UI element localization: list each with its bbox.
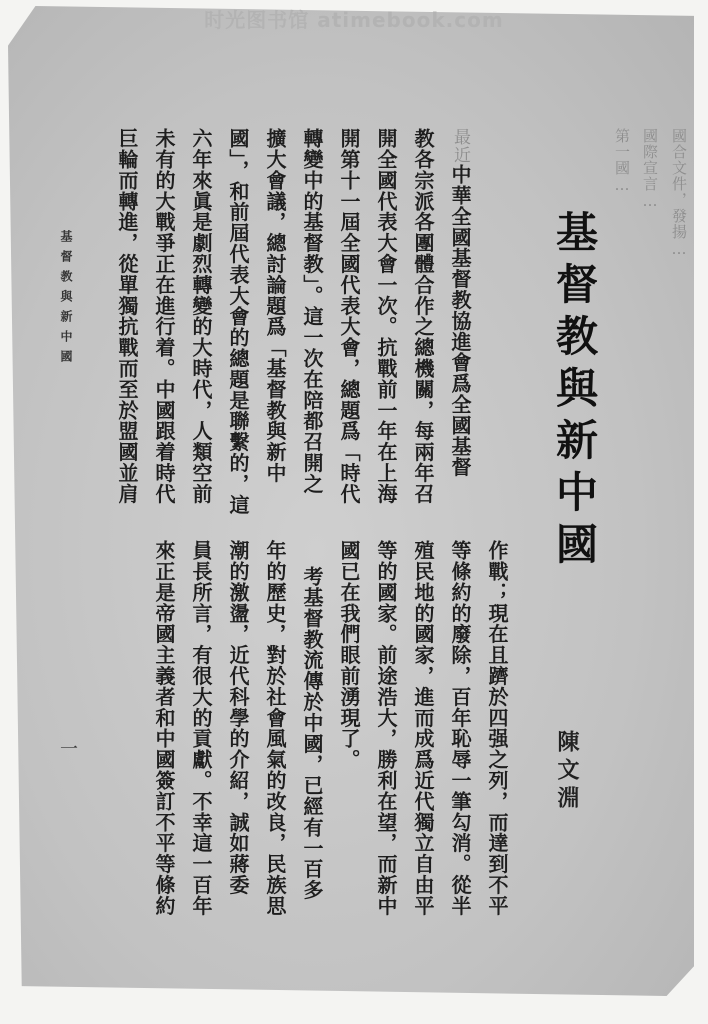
body-column: 巨輪而轉進，從單獨抗戰而至於盟國並肩: [115, 128, 139, 505]
body-column: 考基督教流傳於中國，已經有一百多: [300, 566, 324, 901]
author-name: 陳文淵: [554, 730, 580, 814]
body-column: 未有的大戰爭正在進行着。中國跟着時代: [152, 128, 176, 505]
body-column: 國已在我們眼前湧現了。: [337, 540, 361, 770]
body-column: 六年來眞是劇烈轉變的大時代，人類空前: [189, 128, 213, 505]
article-title: 基督教與新中國: [550, 210, 599, 574]
column-main-text: 中華全國基督教協進會爲全國基督: [448, 164, 472, 478]
body-column: 開全國代表大會一次。抗戰前一年在上海: [374, 128, 398, 505]
faded-text: 最近: [450, 128, 470, 164]
watermark: 时光图书馆 atimebook.com: [204, 8, 504, 32]
bleed-through-text: 國際宣言…: [641, 128, 659, 211]
page-number: 一: [60, 739, 78, 760]
body-column: [447, 128, 473, 478]
body-column: 開第十一屆全國代表大會，總題爲「時代: [337, 128, 361, 505]
body-column: 等的國家。前途浩大，勝利在望，而新中: [374, 540, 398, 917]
bleed-through-text: 國合文件，發揚…: [670, 128, 688, 259]
body-column: 擴大會議，總討論題爲「基督教與新中: [263, 128, 287, 484]
body-column: 來正是帝國主義者和中國簽訂不平等條約: [152, 540, 176, 917]
body-column: 作戰；現在且躋於四强之列，而達到不平: [485, 540, 509, 917]
body-column: 轉變中的基督教」。這一次在陪都召開之: [300, 128, 324, 495]
body-column: 國」，和前屆代表大會的總題是聯繫的，這: [226, 128, 250, 516]
body-column: 員長所言，有很大的貢獻。不幸這一百年: [189, 540, 213, 917]
body-column: 等條約的廢除，百年恥辱一筆勾消。從半: [448, 540, 472, 917]
body-column: 年的歷史，對於社會風氣的改良，民族思: [263, 540, 287, 917]
bleed-through-text: 第一國…: [613, 128, 631, 195]
running-header: 基督教與新中國: [59, 230, 73, 370]
body-column: 殖民地的國家，進而成爲近代獨立自由平: [411, 540, 435, 917]
body-column: 潮的激盪，近代科學的介紹，誠如蔣委: [226, 540, 250, 896]
body-column: 教各宗派各團體合作之總機關，每兩年召: [411, 128, 435, 505]
